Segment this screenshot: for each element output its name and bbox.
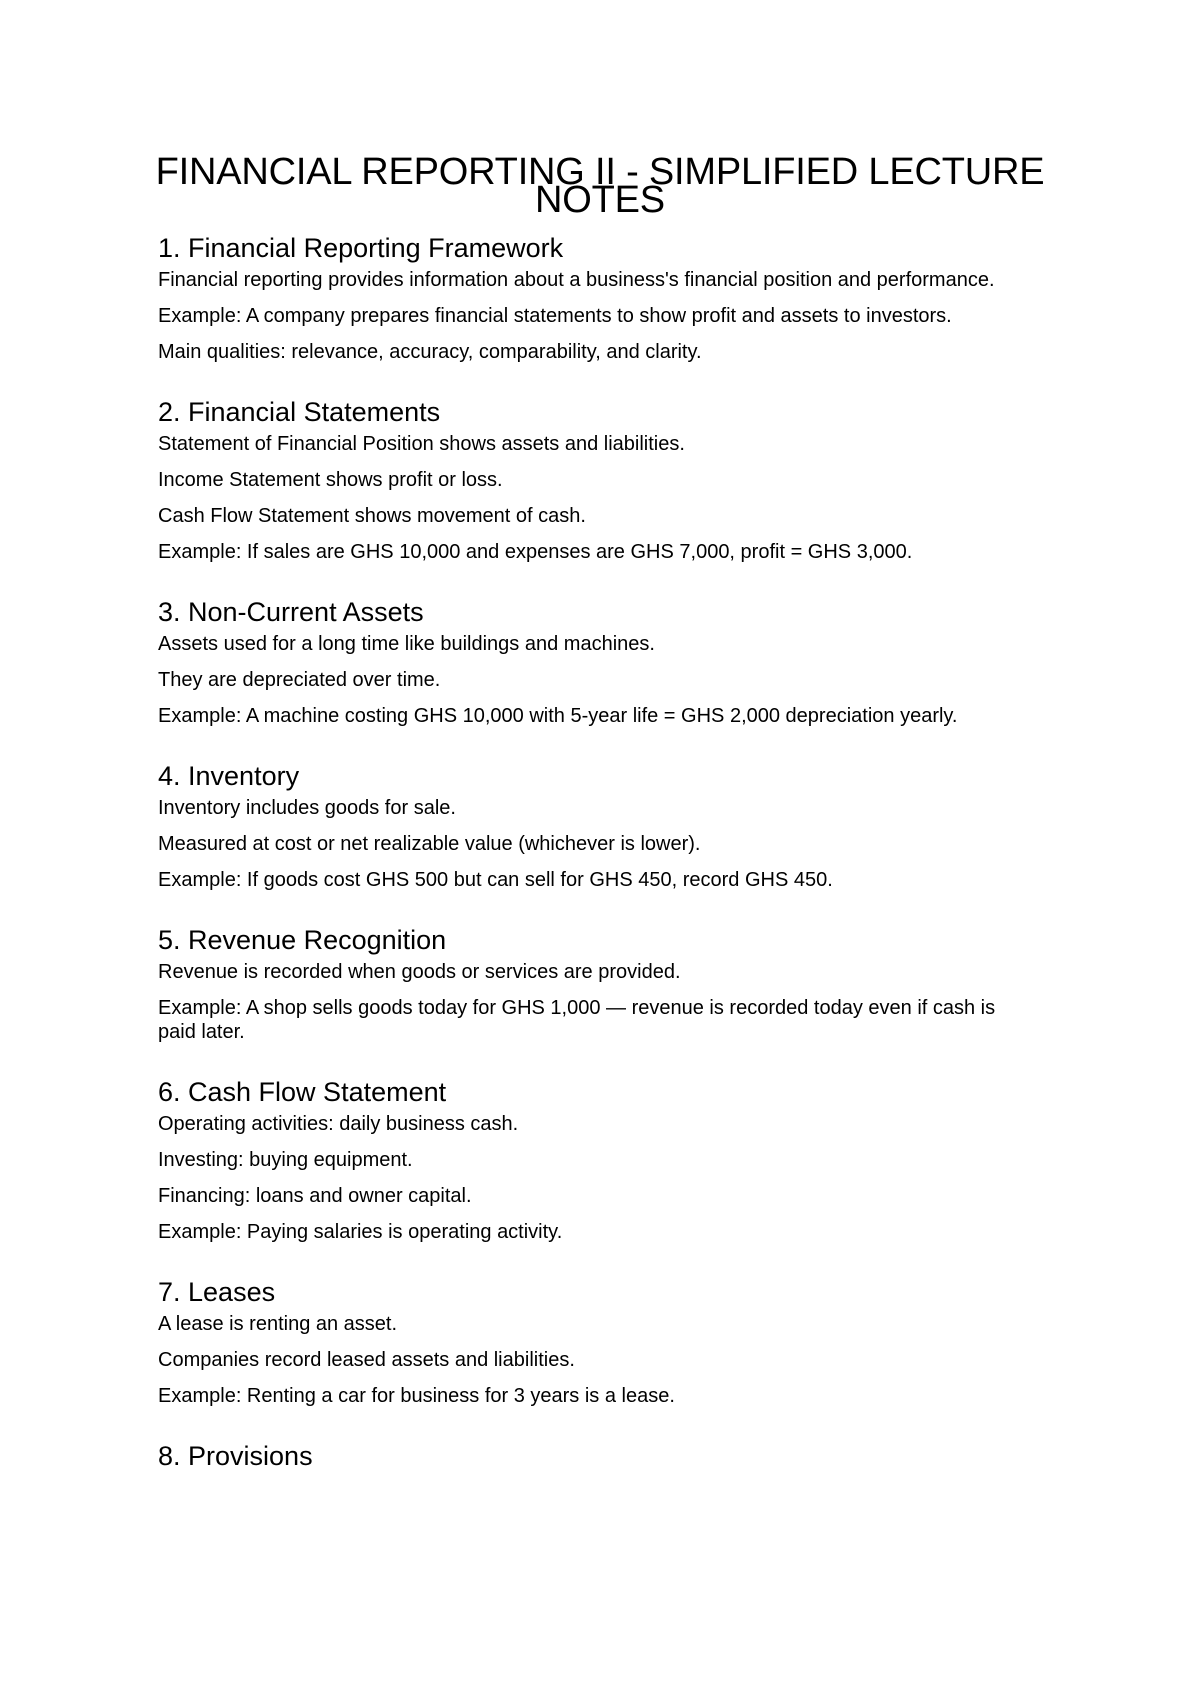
paragraph: Inventory includes goods for sale.	[158, 797, 456, 819]
paragraph: Example: A machine costing GHS 10,000 with 5-year life = GHS 2,000 depreciation yearly.	[158, 705, 958, 727]
section-revenue-recognition	[158, 924, 1038, 1044]
section-leases	[158, 1276, 1038, 1408]
section-heading: 3. Non-Current Assets	[158, 597, 424, 627]
section-heading: 8. Provisions	[158, 1441, 313, 1471]
paragraph: Investing: buying equipment.	[158, 1149, 413, 1171]
paragraph: Example: Renting a car for business for 3 years is a lease.	[158, 1385, 675, 1407]
page-title: FINANCIAL REPORTING II - SIMPLIFIED LECTURE NOTES	[155, 151, 1045, 221]
section-heading: 7. Leases	[158, 1277, 276, 1307]
paragraph: Main qualities: relevance, accuracy, comparability, and clarity.	[158, 341, 702, 363]
paragraph: Example: If sales are GHS 10,000 and expenses are GHS 7,000, profit = GHS 3,000.	[158, 541, 913, 563]
paragraph: Cash Flow Statement shows movement of cash.	[158, 505, 586, 527]
document-body	[158, 232, 1038, 1504]
section-non-current-assets	[158, 596, 1038, 728]
section-cash-flow-statement	[158, 1076, 1038, 1244]
paragraph: They are depreciated over time.	[158, 669, 441, 691]
section-heading: 5. Revenue Recognition	[158, 925, 447, 955]
section-heading: 4. Inventory	[158, 761, 300, 791]
section-heading: 1. Financial Reporting Framework	[158, 233, 564, 263]
paragraph: Example: A shop sells goods today for GHS 1,000 — revenue is recorded today even if cash is paid later.	[158, 997, 996, 1043]
section-heading: 2. Financial Statements	[158, 397, 441, 427]
paragraph: Operating activities: daily business cash.	[158, 1113, 519, 1135]
paragraph: Assets used for a long time like buildings and machines.	[158, 633, 655, 655]
paragraph: Financing: loans and owner capital.	[158, 1185, 472, 1207]
paragraph: Companies record leased assets and liabilities.	[158, 1349, 575, 1371]
paragraph: Measured at cost or net realizable value (whichever is lower).	[158, 833, 701, 855]
paragraph: Statement of Financial Position shows assets and liabilities.	[158, 433, 685, 455]
section-financial-reporting-framework	[158, 232, 1038, 364]
section-provisions	[158, 1440, 1038, 1472]
paragraph: A lease is renting an asset.	[158, 1313, 398, 1335]
section-financial-statements	[158, 396, 1038, 564]
section-inventory	[158, 760, 1038, 892]
section-heading: 6. Cash Flow Statement	[158, 1077, 447, 1107]
paragraph: Income Statement shows profit or loss.	[158, 469, 503, 491]
paragraph: Example: Paying salaries is operating activity.	[158, 1221, 563, 1243]
paragraph: Example: If goods cost GHS 500 but can sell for GHS 450, record GHS 450.	[158, 869, 833, 891]
paragraph: Example: A company prepares financial statements to show profit and assets to investors.	[158, 305, 952, 327]
paragraph: Revenue is recorded when goods or services are provided.	[158, 961, 681, 983]
paragraph: Financial reporting provides information about a business's financial position and performance.	[158, 269, 995, 291]
